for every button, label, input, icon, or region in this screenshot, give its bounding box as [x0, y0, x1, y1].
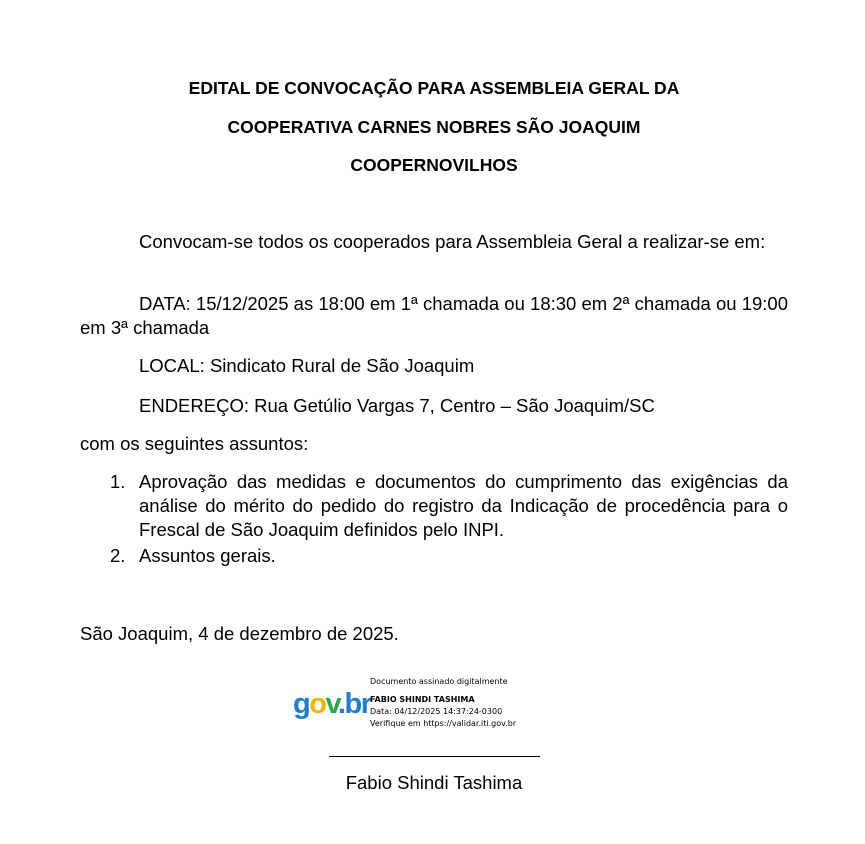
verify-link: Verifique em https://validar.iti.gov.br: [370, 719, 517, 728]
list-text: Assuntos gerais.: [139, 545, 276, 566]
list-number: 1.: [110, 471, 126, 492]
document-title-line-1: EDITAL DE CONVOCAÇÃO PARA ASSEMBLEIA GERAL DA: [188, 78, 680, 98]
list-item: [110, 470, 788, 540]
intro-paragraph: Convocam-se todos os cooperados para Assembleia Geral a realizar-se em:: [139, 231, 766, 252]
signature-header: Documento assinado digitalmente: [370, 677, 508, 686]
govbr-logo: gov.br: [293, 688, 371, 720]
signer-name: FABIO SHINDI TASHIMA: [370, 695, 475, 704]
digital-signature-stamp: [293, 675, 553, 735]
date-paragraph: DATA: 15/12/2025 as 18:00 em 1ª chamada ou 18:30 em 2ª chamada ou 19:00 em 3ª chamada: [80, 293, 788, 338]
address-paragraph: ENDEREÇO: Rua Getúlio Vargas 7, Centro – São Joaquim/SC: [139, 395, 655, 416]
document-title-line-2: COOPERATIVA CARNES NOBRES SÃO JOAQUIM: [227, 117, 641, 137]
place-date: São Joaquim, 4 de dezembro de 2025.: [80, 623, 399, 644]
location-paragraph: LOCAL: Sindicato Rural de São Joaquim: [139, 355, 475, 376]
subjects-intro: com os seguintes assuntos:: [80, 433, 309, 454]
signer-printed-name: Fabio Shindi Tashima: [345, 772, 523, 793]
signature-line: [329, 756, 540, 757]
list-text: Aprovação das medidas e documentos do cumprimento das exigências da análise do mérito do pedido do registro da Indicação de procedência para o Frescal de São Joaquim definidos pelo INPI.: [139, 471, 788, 540]
signature-date: Data: 04/12/2025 14:37:24-0300: [370, 707, 503, 716]
list-number: 2.: [110, 545, 126, 566]
list-item: [110, 544, 276, 568]
document-title-line-3: COOPERNOVILHOS: [350, 155, 518, 175]
